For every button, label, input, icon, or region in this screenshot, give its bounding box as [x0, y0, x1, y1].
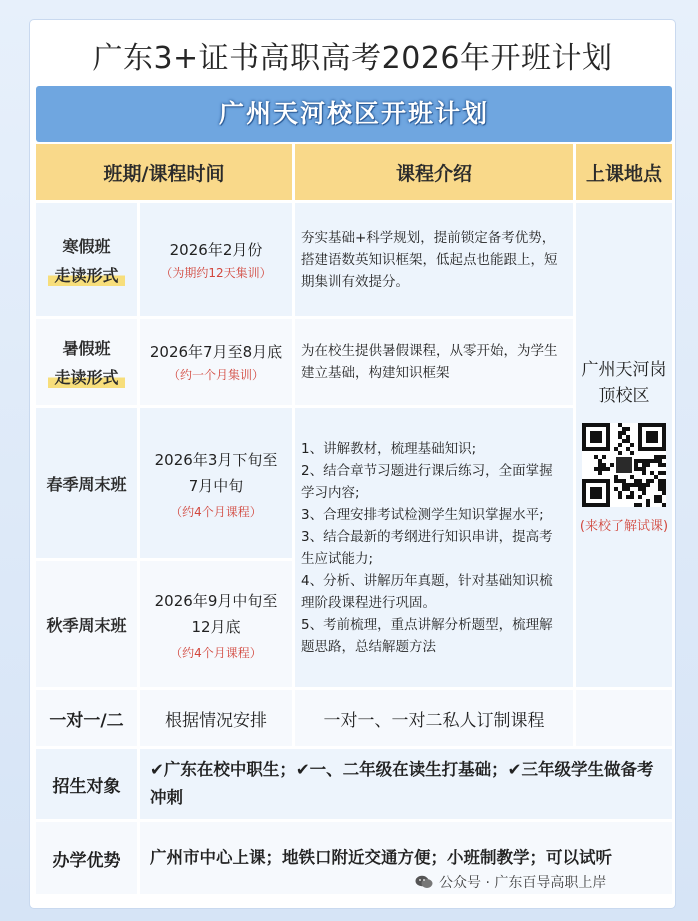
mode-highlight: 走读形式 [48, 263, 124, 286]
weekend-course-list [301, 438, 565, 658]
advantages-label: 办学优势 [36, 822, 137, 894]
period-cell [36, 561, 137, 687]
qr-code-icon[interactable] [582, 423, 666, 507]
campus-banner [36, 86, 672, 142]
one-on-one-label: 一对一/二 [36, 690, 137, 746]
course-description: 为在校生提供暑假课程，从零开始，为学生建立基础，构建知识框架 [295, 319, 573, 405]
list-item: 4、分析、讲解历年真题，针对基础知识梳理阶段课程进行巩固。 [301, 572, 553, 611]
one-on-one-desc: 一对一、一对二私人订制课程 [295, 690, 573, 746]
period-name: 暑假班 [62, 339, 111, 358]
period-cell [36, 408, 137, 558]
course-duration-note: （约一个月集训） [167, 368, 264, 382]
location-cell [576, 203, 672, 687]
weekend-course-description [295, 408, 573, 687]
qr-code-graphic [582, 423, 666, 507]
visit-note: (来校了解试课) [579, 518, 669, 534]
watermark [415, 871, 606, 893]
course-duration-note: （约4个月课程） [170, 504, 262, 519]
one-on-one-time: 根据情况安排 [140, 690, 292, 746]
time-cell [140, 319, 292, 405]
enrollment-text: ✔广东在校中职生；✔一、二年级在读生打基础；✔三年级学生做备考冲刺 [140, 749, 672, 819]
list-item: 3、合理安排考试检测学生知识掌握水平; [301, 506, 544, 523]
period-name: 寒假班 [62, 236, 111, 256]
time-cell [140, 408, 292, 558]
list-item: 2、结合章节习题进行课后练习，全面掌握学习内容; [301, 462, 553, 501]
course-duration-note: （约4个月课程） [170, 645, 262, 660]
list-item: 3、结合最新的考纲进行知识串讲，提高考生应试能力; [301, 528, 553, 567]
period-cell [36, 203, 137, 316]
course-time: 2026年2月份 [169, 240, 263, 259]
banner-title: 广州天河校区开班计划 [218, 99, 489, 128]
period-cell [36, 319, 137, 405]
header-period: 班期/课程时间 [36, 144, 292, 200]
header-course: 课程介绍 [295, 144, 573, 200]
course-time: 2026年7月至8月底 [149, 343, 283, 361]
course-duration-note: （为期约12天集训） [160, 265, 272, 280]
period-name: 春季周末班 [46, 474, 127, 494]
list-item: 1、讲解教材，梳理基础知识; [301, 440, 477, 457]
list-item: 5、考前梳理，重点讲解分析题型，梳理解题思路，总结解题方法 [301, 616, 553, 655]
period-name: 秋季周末班 [46, 615, 127, 635]
advantages-text: 广州市中心上课；地铁口附近交通方便；小班制教学；可以试听 [140, 822, 672, 894]
course-time: 2026年3月下旬至7月中旬 [154, 450, 278, 495]
watermark-text: 公众号 · 广东百导高职上岸 [439, 875, 607, 891]
header-location: 上课地点 [576, 144, 672, 200]
course-description: 夯实基础+科学规划，提前锁定备考优势，搭建语数英知识框架，低起点也能跟上，短期集训有效提分。 [295, 203, 573, 316]
enrollment-label: 招生对象 [36, 749, 137, 819]
wechat-icon [415, 875, 433, 889]
course-time: 2026年9月中旬至12月底 [154, 591, 278, 636]
time-cell [140, 203, 292, 316]
time-cell [140, 561, 292, 687]
mode-highlight: 走读形式 [48, 365, 124, 388]
one-on-one-location [576, 690, 672, 746]
page-title: 广东3+证书高职高考2026年开班计划 [92, 41, 613, 76]
campus-location: 广州天河岗顶校区 [581, 359, 667, 406]
